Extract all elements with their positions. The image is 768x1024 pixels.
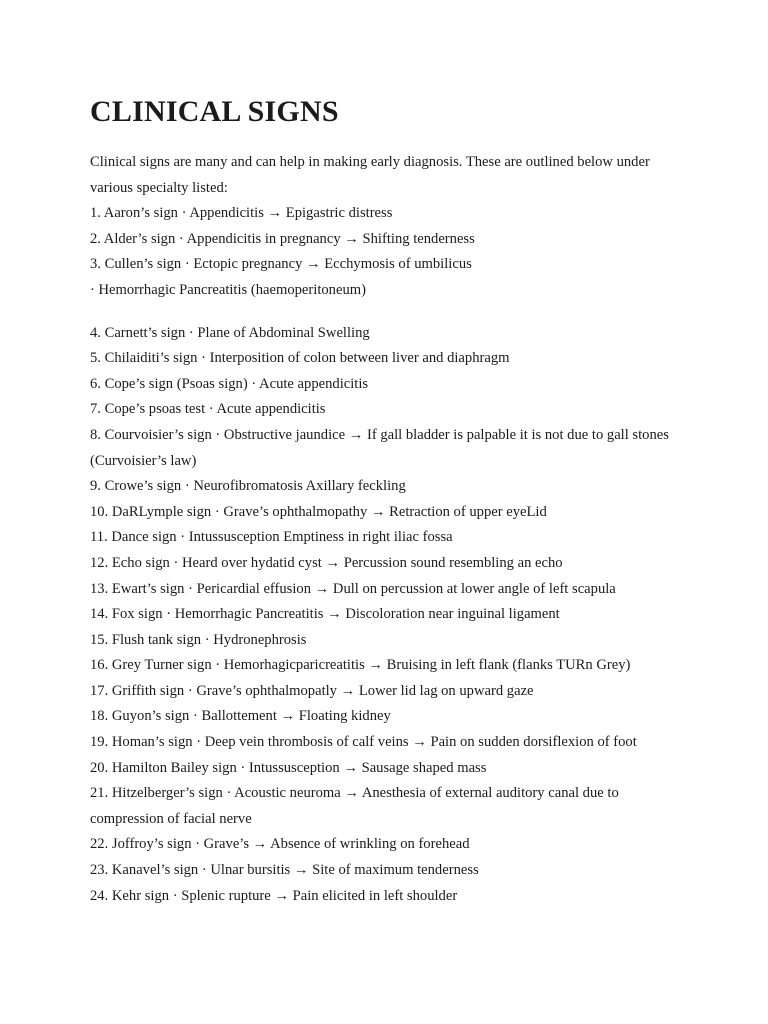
sign-list-item: 18. Guyon’s sign · Ballottement → Floating kidney bbox=[90, 708, 391, 725]
sign-list-item: 7. Cope’s psoas test · Acute appendicitis bbox=[90, 401, 326, 418]
sign-list-item: 19. Homan’s sign · Deep vein thrombosis of calf veins → Pain on sudden dorsiflexion of foot bbox=[90, 734, 637, 751]
sign-list-item: 24. Kehr sign · Splenic rupture → Pain elicited in left shoulder bbox=[90, 887, 458, 904]
document-body bbox=[90, 150, 690, 909]
sign-list-item: 9. Crowe’s sign · Neurofibromatosis Axillary feckling bbox=[90, 478, 406, 495]
sign-list-item: 21. Hitzelberger’s sign · Acoustic neuroma → Anesthesia of external auditory canal due to compression of facial nerve bbox=[90, 785, 619, 827]
sign-list-item: 8. Courvoisier’s sign · Obstructive jaundice → If gall bladder is palpable it is not due to gall stones (Curvoisier’s law) bbox=[90, 426, 669, 469]
sign-list-item: 20. Hamilton Bailey sign · Intussusception → Sausage shaped mass bbox=[90, 759, 487, 776]
sign-list-item: 14. Fox sign · Hemorrhagic Pancreatitis → Discoloration near inguinal ligament bbox=[90, 606, 560, 623]
sign-list-item: 17. Griffith sign · Grave’s ophthalmopatly → Lower lid lag on upward gaze bbox=[90, 682, 534, 699]
sign-list-item: 4. Carnett’s sign · Plane of Abdominal Swelling bbox=[90, 324, 370, 341]
sign-list-item: 22. Joffroy’s sign · Grave’s → Absence of wrinkling on forehead bbox=[90, 836, 470, 853]
sign-list-item: 13. Ewart’s sign · Pericardial effusion → Dull on percussion at lower angle of left scapula bbox=[90, 580, 616, 597]
page-title: CLINICAL SIGNS bbox=[90, 95, 339, 128]
sign-list-item: 6. Cope’s sign (Psoas sign) · Acute appendicitis bbox=[90, 375, 369, 392]
sign-list-item: 11. Dance sign · Intussusception Emptiness in right iliac fossa bbox=[90, 529, 453, 546]
sign-list-item: 3. Cullen’s sign · Ectopic pregnancy → Ecchymosis of umbilicus bbox=[90, 256, 472, 273]
clinical-sign-list-part-2 bbox=[90, 321, 690, 910]
sign-list-item: 23. Kanavel’s sign · Ulnar bursitis → Site of maximum tenderness bbox=[90, 862, 479, 879]
sign-list-item: 5. Chilaiditi’s sign · Interposition of colon between liver and diaphragm bbox=[90, 350, 510, 367]
paragraph-spacer bbox=[90, 304, 690, 321]
sign-list-item: 15. Flush tank sign · Hydronephrosis bbox=[90, 631, 307, 648]
sign-list-item: 16. Grey Turner sign · Hemorhagicparicreatitis → Bruising in left flank (flanks TURn Grey) bbox=[90, 657, 631, 674]
sign-list-item: 1. Aaron’s sign · Appendicitis → Epigastric distress bbox=[90, 205, 393, 222]
sign-list-item: 2. Alder’s sign · Appendicitis in pregnancy → Shifting tenderness bbox=[90, 230, 475, 247]
intro-paragraph: Clinical signs are many and can help in making early diagnosis. These are outlined below under various specialty listed: bbox=[90, 154, 650, 196]
sign-list-item: 12. Echo sign · Heard over hydatid cyst → Percussion sound resembling an echo bbox=[90, 554, 563, 571]
clinical-sign-list-part-1 bbox=[90, 201, 690, 278]
sign-continuation-line: · Hemorrhagic Pancreatitis (haemoperitoneum) bbox=[90, 281, 366, 298]
sign-list-item: 10. DaRLymple sign · Grave’s ophthalmopathy → Retraction of upper eyeLid bbox=[90, 503, 547, 520]
